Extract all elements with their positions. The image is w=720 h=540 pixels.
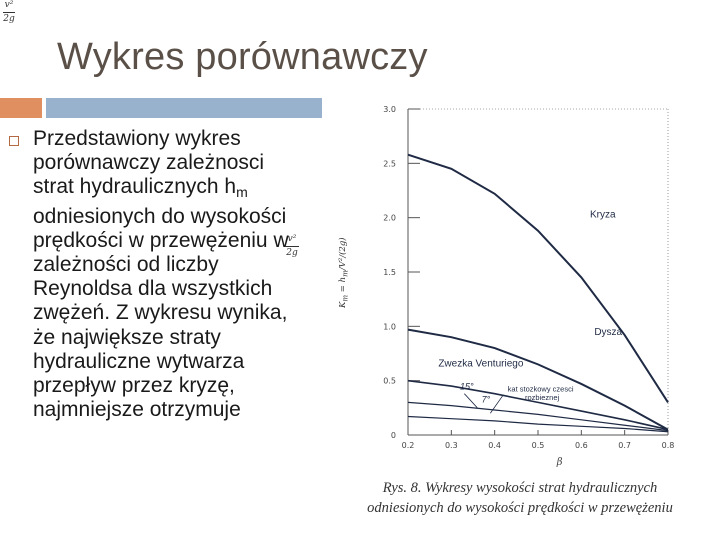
figure [338,95,720,540]
series-line [408,417,668,432]
body-text-part1: Przedstawiony wykres porównawczy zależnosci strat hydraulicznych h [33,127,265,199]
y-tick-label: 1.0 [383,322,396,332]
inline-fraction-numerator: v² [287,234,297,244]
body-text-part2: odniesionych do wysokości prędkości w przewężeniu w zależności od liczby Reynoldsa dla wszystkich zwężeń. Z wykresu wynika, że największe straty hydrauliczne wytwarza przepływ przez kryzę, najmniejsze otrzymuje [33,204,289,422]
x-tick-label: 0.8 [661,441,675,450]
corner-fraction [2,0,16,28]
inline-fraction-denominator: 2g [286,248,298,258]
body-paragraph [33,127,298,422]
y-tick-label: 2.5 [383,159,396,169]
y-tick-label: 1.5 [383,268,396,277]
slide-title: Wykres porównawczy [57,36,428,78]
series-line [408,402,668,430]
label-15deg: 15° [460,381,474,392]
label-cone-angle-2: rozbieznej [525,393,560,403]
x-tick-label: 0.6 [574,441,588,450]
x-axis-label: β [556,457,563,468]
x-tick-label: 0.2 [401,441,415,450]
y-tick-label: 3.0 [383,105,396,114]
x-tick-label: 0.7 [618,441,632,450]
bullet-square-icon [9,136,19,146]
label-dysza: Dysza [594,327,623,339]
label-kryza: Kryza [590,209,616,221]
label-7deg: 7° [481,394,491,405]
y-tick-label: 2.0 [383,213,396,223]
x-tick-label: 0.4 [488,441,502,450]
label-venturi: Zwezka Venturiego [438,358,524,370]
inline-fraction [283,234,301,259]
corner-fraction-numerator: v² [4,0,14,10]
y-axis-label: $K_m = h_m/V^2/(2g)$ [338,237,350,308]
x-tick-label: 0.3 [444,441,458,450]
x-tick-label: 0.5 [531,441,545,450]
figure-caption: Rys. 8. Wykresy wysokości strat hydraulicznych odniesionych do wysokości prędkości w przewężeniu [367,480,673,516]
label-cone-angle-1: kat stozkowy czesci [507,384,574,394]
corner-fraction-denominator: 2g [3,14,15,24]
pointer-15deg [464,394,477,408]
accent-bar-orange [0,98,42,118]
y-tick-label: 0 [390,431,396,440]
accent-bar-blue [46,98,322,118]
y-tick-label: 0.5 [383,376,396,386]
body-subscript: m [236,184,248,201]
